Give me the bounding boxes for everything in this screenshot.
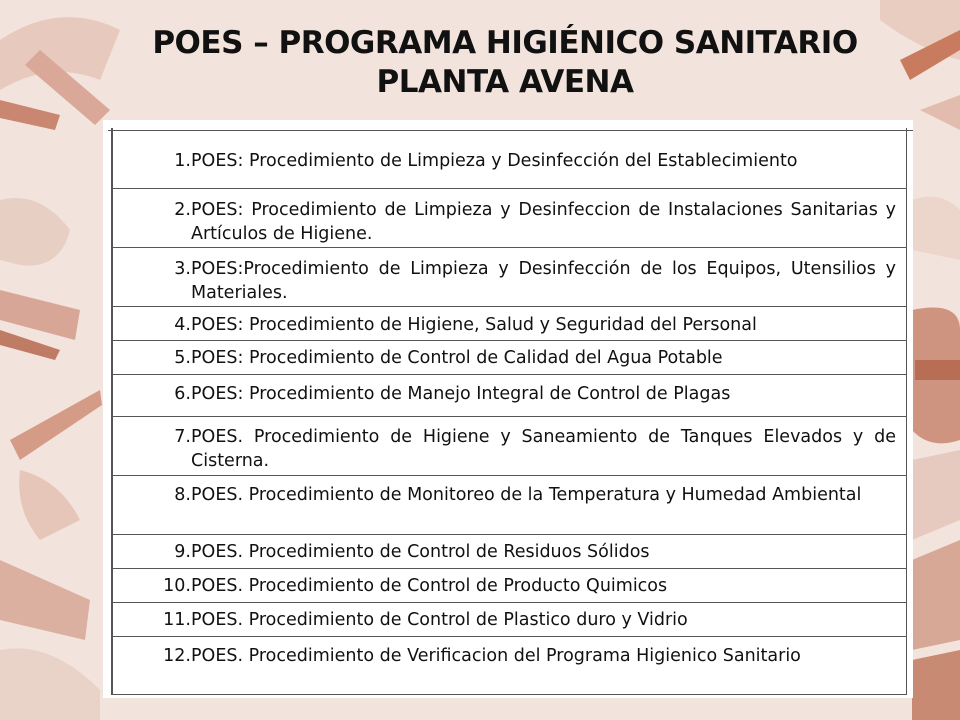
- table-row: [111, 417, 907, 476]
- table-row: [111, 130, 907, 189]
- row-number: 7.: [174, 427, 191, 447]
- table-row: [111, 476, 907, 535]
- table-row: [111, 569, 907, 603]
- row-number: 8.: [174, 485, 191, 505]
- table-row: [111, 637, 907, 695]
- row-text: POES. Procedimiento de Control de Producto Quimicos: [191, 576, 668, 596]
- table-row: [111, 307, 907, 341]
- row-number: 3.: [174, 259, 191, 279]
- row-number: 6.: [174, 384, 191, 404]
- table-row: [111, 375, 907, 417]
- row-text: POES. Procedimiento de Higiene y Saneamiento de Tanques Elevados y de Cisterna.: [191, 427, 896, 471]
- table-row: [111, 189, 907, 248]
- row-text: POES: Procedimiento de Manejo Integral de Control de Plagas: [191, 384, 731, 404]
- row-number: 2.: [174, 200, 191, 220]
- row-number: 10.: [163, 576, 191, 596]
- table-row: [111, 248, 907, 307]
- row-number: 9.: [174, 542, 191, 562]
- row-text: POES. Procedimiento de Verificacion del Programa Higienico Sanitario: [191, 646, 801, 666]
- row-text: POES. Procedimiento de Control de Plastico duro y Vidrio: [191, 610, 688, 630]
- row-text: POES:Procedimiento de Limpieza y Desinfección de los Equipos, Utensilios y Materiales.: [191, 259, 896, 303]
- page-title: [0, 24, 960, 102]
- row-number: 12.: [163, 646, 191, 666]
- title-line-2: PLANTA AVENA: [376, 64, 634, 100]
- row-text: POES: Procedimiento de Limpieza y Desinfeccion de Instalaciones Sanitarias y Artículos de Higiene.: [191, 200, 896, 244]
- row-text: POES. Procedimiento de Monitoreo de la Temperatura y Humedad Ambiental: [191, 485, 862, 505]
- row-number: 4.: [174, 315, 191, 335]
- poes-table: [103, 120, 913, 698]
- row-number: 5.: [174, 348, 191, 368]
- row-text: POES: Procedimiento de Control de Calidad del Agua Potable: [191, 348, 723, 368]
- row-number: 1.: [174, 151, 191, 171]
- title-line-1: POES – PROGRAMA HIGIÉNICO SANITARIO: [152, 25, 858, 61]
- row-text: POES. Procedimiento de Control de Residuos Sólidos: [191, 542, 650, 562]
- row-text: POES: Procedimiento de Higiene, Salud y Seguridad del Personal: [191, 315, 757, 335]
- table-row: [111, 535, 907, 569]
- table-row: [111, 603, 907, 637]
- table-row: [111, 341, 907, 375]
- row-number: 11.: [163, 610, 191, 630]
- row-text: POES: Procedimiento de Limpieza y Desinfección del Establecimiento: [191, 151, 798, 171]
